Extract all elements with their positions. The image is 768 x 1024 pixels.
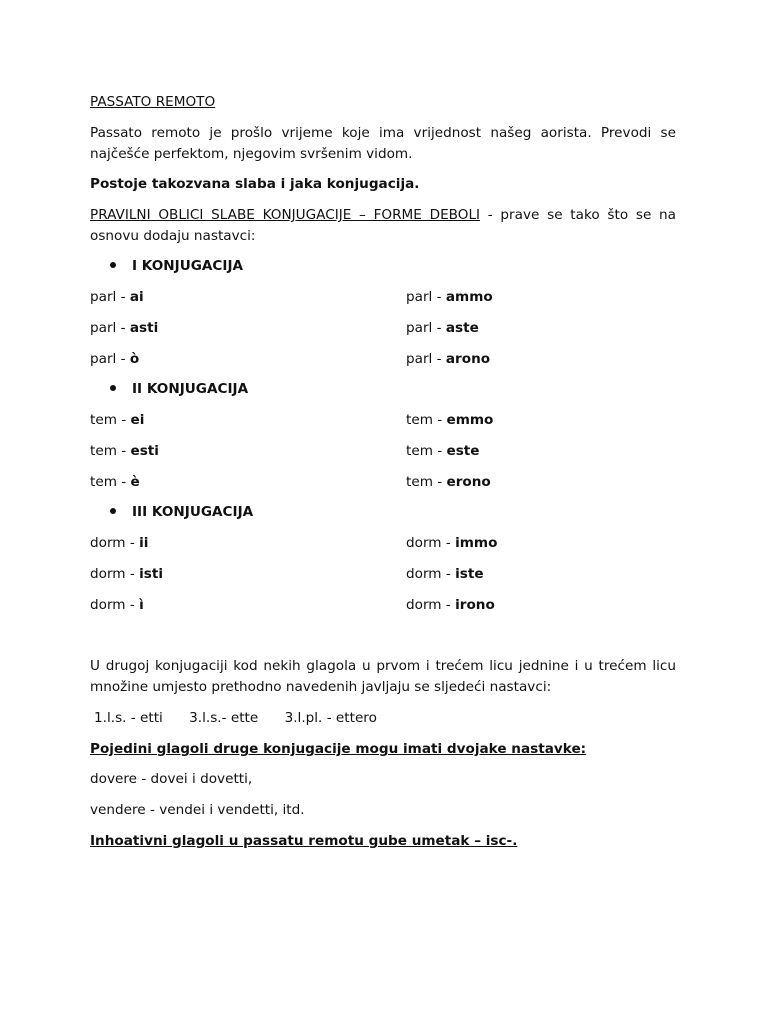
double-endings-heading: Pojedini glagoli druge konjugacije mogu imati dvojake nastavke: xyxy=(90,741,587,757)
conjugation-heading-2: II KONJUGACIJA xyxy=(110,379,248,400)
page-title: PASSATO REMOTO xyxy=(90,94,216,110)
regular-forms-paragraph xyxy=(90,205,676,247)
form-row: tem - este xyxy=(406,443,480,459)
ending-item: 3.l.s.- ette xyxy=(189,710,259,726)
form-row: dorm - iste xyxy=(406,566,484,582)
strong-note: Postoje takozvana slaba i jaka konjugacija. xyxy=(90,176,420,192)
form-row: tem - erono xyxy=(406,474,491,490)
second-conjugation-note: U drugoj konjugaciji kod nekih glagola u prvom i trećem licu jednine i u trećem licu množine umjesto prethodno navedenih javljaju se sljedeći nastavci: xyxy=(90,658,676,695)
bullet-icon xyxy=(110,508,116,514)
form-row: tem - è xyxy=(90,474,140,490)
form-row: dorm - isti xyxy=(90,566,164,582)
bullet-icon xyxy=(110,262,116,268)
form-row: parl - aste xyxy=(406,320,479,336)
form-row: tem - esti xyxy=(90,443,159,459)
conjugation-heading-1: I KONJUGACIJA xyxy=(110,256,243,277)
form-row: tem - emmo xyxy=(406,412,494,428)
form-row: parl - ammo xyxy=(406,289,493,305)
regular-forms-heading: PRAVILNI OBLICI SLABE KONJUGACIJE – FORME DEBOLI xyxy=(90,207,481,223)
form-row: dorm - irono xyxy=(406,597,495,613)
form-row: parl - arono xyxy=(406,351,491,367)
inchoative-note: Inhoativni glagoli u passatu remotu gube umetak – isc-. xyxy=(90,833,518,849)
form-row: parl - asti xyxy=(90,320,159,336)
example-dovere: dovere - dovei i dovetti, xyxy=(90,771,253,787)
form-row: dorm - ii xyxy=(90,535,149,551)
regular-forms-text: - prave se tako što se na osnovu dodaju nastavci: xyxy=(90,207,676,244)
endings-row xyxy=(94,708,399,729)
form-row: dorm - immo xyxy=(406,535,498,551)
form-row: parl - ò xyxy=(90,351,140,367)
example-vendere: vendere - vendei i vendetti, itd. xyxy=(90,802,305,818)
conjugation-heading-3: III KONJUGACIJA xyxy=(110,502,253,523)
form-row: parl - ai xyxy=(90,289,144,305)
form-row: tem - ei xyxy=(90,412,145,428)
ending-item: 1.l.s. - etti xyxy=(94,710,163,726)
intro-paragraph: Passato remoto je prošlo vrijeme koje ima vrijednost našeg aorista. Prevodi se najčešće perfektom, njegovim svršenim vidom. xyxy=(90,125,676,162)
bullet-icon xyxy=(110,385,116,391)
ending-item: 3.l.pl. - ettero xyxy=(284,710,377,726)
form-row: dorm - ì xyxy=(90,597,144,613)
